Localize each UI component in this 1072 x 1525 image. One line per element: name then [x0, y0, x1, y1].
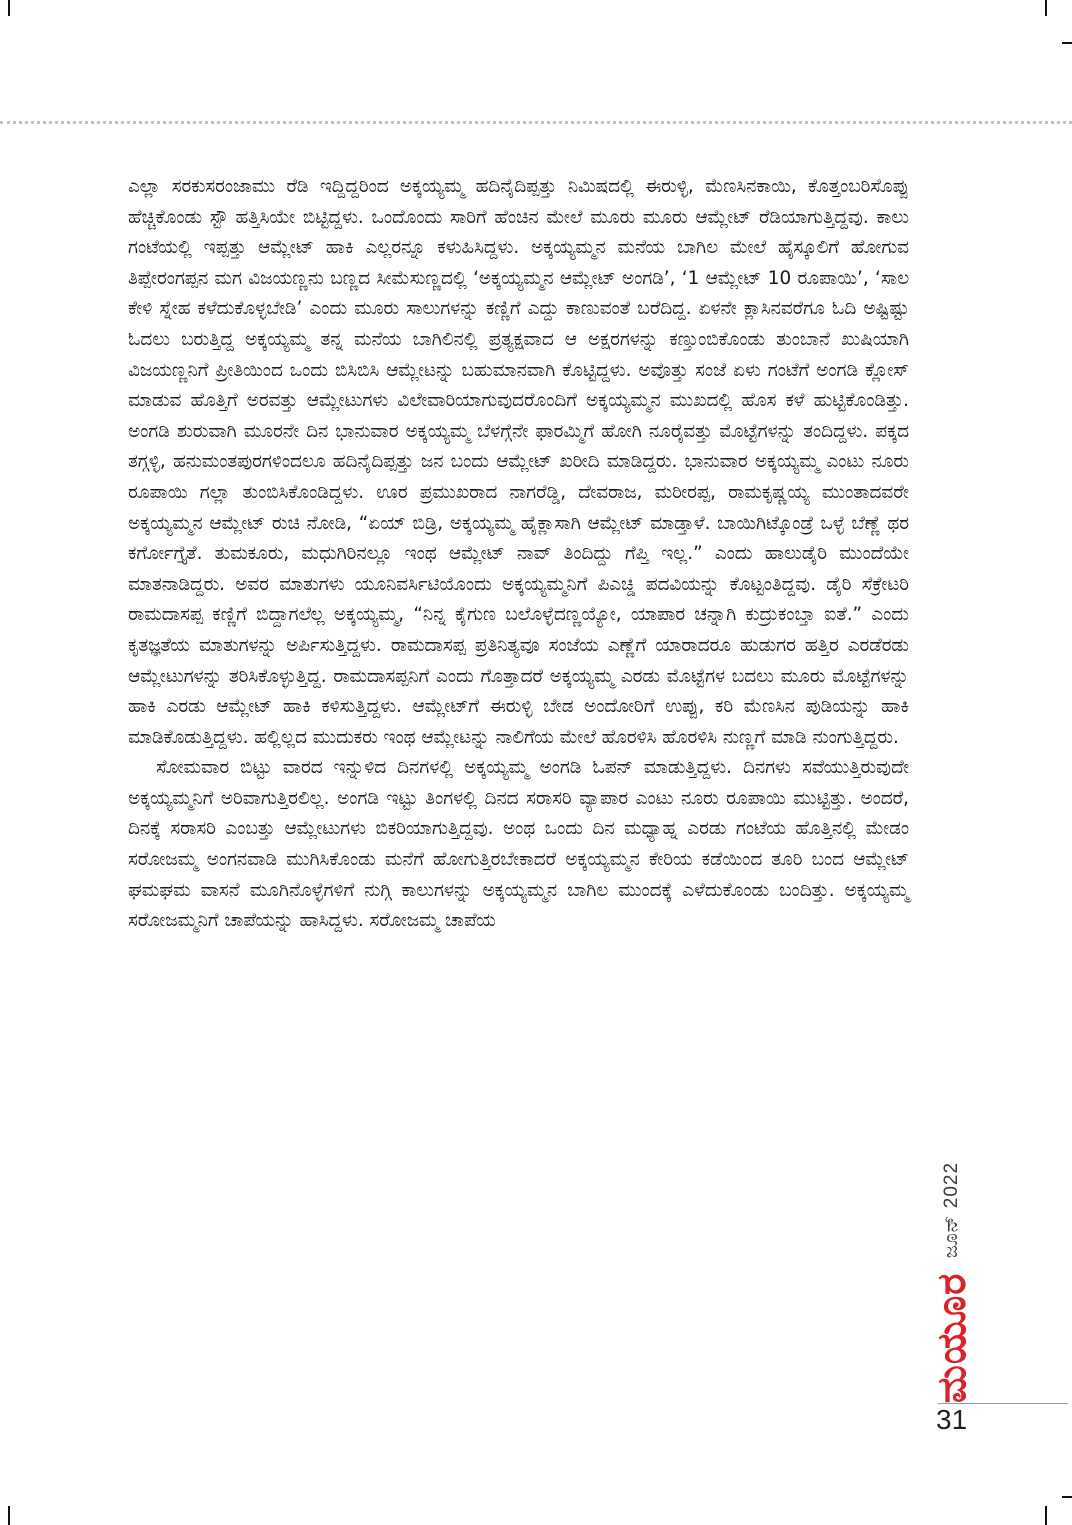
header-dotted-rule: [0, 121, 1072, 124]
crop-mark-top-left: [8, 0, 10, 16]
issue-date: ಜೂನ್ 2022: [941, 1161, 962, 1259]
article-paragraph-2: ಸೋಮವಾರ ಬಿಟ್ಟು ವಾರದ ಇನ್ನುಳಿದ ದಿನಗಳಲ್ಲಿ ಅಕ್ಕಯ್ಯಮ್ಮ ಅಂಗಡಿ ಓಪನ್ ಮಾಡುತ್ತಿದ್ದಳು. ದಿನಗಳು ಸವೆಯುತ್ತಿರುವುದೇ ಅಕ್ಕಯ್ಯಮ್ಮನಿಗೆ ಅರಿವಾಗುತ್ತಿರಲಿಲ್ಲ. ಅಂಗಡಿ ಇಟ್ಟು ತಿಂಗಳಲ್ಲಿ ದಿನದ ಸರಾಸರಿ ವ್ಯಾಪಾರ ಎಂಟು ನೂರು ರೂಪಾಯಿ ಮುಟ್ಟಿತ್ತು. ಅಂದರೆ, ದಿನಕ್ಕೆ ಸರಾಸರಿ ಎಂಬತ್ತು ಆಮ್ಲೇಟುಗಳು ಬಿಕರಿಯಾಗುತ್ತಿದ್ದವು. ಅಂಥ ಒಂದು ದಿನ ಮಧ್ಯಾಹ್ನ ಎರಡು ಗಂಟೆಯ ಹೊತ್ತಿನಲ್ಲಿ ಮೇಡಂ ಸರೋಜಮ್ಮ ಅಂಗನವಾಡಿ ಮುಗಿಸಿಕೊಂಡು ಮನೆಗೆ ಹೋಗುತ್ತಿರಬೇಕಾದರೆ ಅಕ್ಕಯ್ಯಮ್ಮನ ಕೇರಿಯ ಕಡೆಯಿಂದ ತೂರಿ ಬಂದ ಆಮ್ಲೇಟ್ ಘಮಘಮ ವಾಸನೆ ಮೂಗಿನೊಳ್ಳೆಗಳಿಗೆ ನುಗ್ಗಿ ಕಾಲುಗಳನ್ನು ಅಕ್ಕಯ್ಯಮ್ಮನ ಬಾಗಿಲ ಮುಂದಕ್ಕೆ ಎಳೆದುಕೊಂಡು ಬಂದಿತ್ತು. ಅಕ್ಕಯ್ಯಮ್ಮ ಸರೋಜಮ್ಮನಿಗೆ ಚಾಪೆಯನ್ನು ಹಾಸಿದ್ದಳು. ಸರೋಜಮ್ಮ ಚಾಪೆಯ: [128, 757, 909, 932]
article-paragraph-1: ಎಲ್ಲಾ ಸರಕುಸರಂಜಾಮು ರೆಡಿ ಇದ್ದಿದ್ದರಿಂದ ಅಕ್ಕಯ್ಯಮ್ಮ ಹದಿನೈದಿಪ್ಪತ್ತು ನಿಮಿಷದಲ್ಲಿ ಈರುಳ್ಳಿ, ಮೆಣಸಿನಕಾಯಿ, ಕೊತ್ತಂಬರಿಸೊಪ್ಪು ಹೆಚ್ಚಿಕೊಂಡು ಸ್ಟೌ ಹತ್ತಿಸಿಯೇ ಬಿಟ್ಟಿದ್ದಳು. ಒಂದೊಂದು ಸಾರಿಗೆ ಹೆಂಚಿನ ಮೇಲೆ ಮೂರು ಮೂರು ಆಮ್ಲೇಟ್ ರೆಡಿಯಾಗುತ್ತಿದ್ದವು. ಕಾಲು ಗಂಟೆಯಲ್ಲಿ ಇಪ್ಪತ್ತು ಆಮ್ಲೇಟ್ ಹಾಕಿ ಎಲ್ಲರನ್ನೂ ಕಳುಹಿಸಿದ್ದಳು. ಅಕ್ಕಯ್ಯಮ್ಮನ ಮನೆಯ ಬಾಗಿಲ ಮೇಲೆ ಹೈಸ್ಕೂಲಿಗೆ ಹೋಗುವ ತಿಪ್ಪೇರಂಗಪ್ಪನ ಮಗ ವಿಜಯಣ್ಣನು ಬಣ್ಣದ ಸೀಮೆಸುಣ್ಣದಲ್ಲಿ ‘ಅಕ್ಕಯ್ಯಮ್ಮನ ಆಮ್ಲೇಟ್ ಅಂಗಡಿ’, ‘1 ಆಮ್ಲೇಟ್ 10 ರೂಪಾಯಿ’, ‘ಸಾಲ ಕೇಳಿ ಸ್ನೇಹ ಕಳೆದುಕೊಳ್ಳಬೇಡಿ’ ಎಂದು ಮೂರು ಸಾಲುಗಳನ್ನು ಕಣ್ಣಿಗೆ ಎದ್ದು ಕಾಣುವಂತೆ ಬರೆದಿದ್ದ. ಏಳನೇ ಕ್ಲಾಸಿನವರೆಗೂ ಓದಿ ಅಷ್ಟಿಷ್ಟು ಓದಲು ಬರುತ್ತಿದ್ದ ಅಕ್ಕಯ್ಯಮ್ಮ ತನ್ನ ಮನೆಯ ಬಾಗಿಲಿನಲ್ಲಿ ಪ್ರತ್ಯಕ್ಷವಾದ ಆ ಅಕ್ಷರಗಳನ್ನು ಕಣ್ತುಂಬಿಕೊಂಡು ತುಂಬಾನೆ ಖುಷಿಯಾಗಿ ವಿಜಯಣ್ಣನಿಗೆ ಪ್ರೀತಿಯಿಂದ ಒಂದು ಬಿಸಿಬಿಸಿ ಆಮ್ಲೇಟನ್ನು ಬಹುಮಾನವಾಗಿ ಕೊಟ್ಟಿದ್ದಳು. ಅವೊತ್ತು ಸಂಜೆ ಏಳು ಗಂಟೆಗೆ ಅಂಗಡಿ ಕ್ಲೋಸ್ ಮಾಡುವ ಹೊತ್ತಿಗೆ ಅರವತ್ತು ಆಮ್ಲೇಟುಗಳು ವಿಲೇವಾರಿಯಾಗುವುದರೊಂದಿಗೆ ಅಕ್ಕಯ್ಯಮ್ಮನ ಮುಖದಲ್ಲಿ ಹೊಸ ಕಳೆ ಹುಟ್ಟಿಕೊಂಡಿತ್ತು. ಅಂಗಡಿ ಶುರುವಾಗಿ ಮೂರನೇ ದಿನ ಭಾನುವಾರ ಅಕ್ಕಯ್ಯಮ್ಮ ಬೆಳಗ್ಗೆನೇ ಫಾರಮ್ಮಿಗೆ ಹೋಗಿ ನೂರೈವತ್ತು ಮೊಟ್ಟೆಗಳನ್ನು ತಂದಿದ್ದಳು. ಪಕ್ಕದ ತಗ್ಗಳ್ಳಿ, ಹನುಮಂತಪುರಗಳಿಂದಲೂ ಹದಿನೈದಿಪ್ಪತ್ತು ಜನ ಬಂದು ಆಮ್ಲೇಟ್ ಖರೀದಿ ಮಾಡಿದ್ದರು. ಭಾನುವಾರ ಅಕ್ಕಯ್ಯಮ್ಮ ಎಂಟು ನೂರು ರೂಪಾಯಿ ಗಲ್ಲಾ ತುಂಬಿಸಿಕೊಂಡಿದ್ದಳು. ಊರ ಪ್ರಮುಖರಾದ ನಾಗರೆಡ್ಡಿ, ದೇವರಾಜ, ಮರೀರಪ್ಪ, ರಾಮಕೃಷ್ಣಯ್ಯ ಮುಂತಾದವರೇ ಅಕ್ಕಯ್ಯಮ್ಮನ ಆಮ್ಲೇಟ್ ರುಚಿ ನೋಡಿ, “ಏಯ್ ಬಿಡ್ರಿ, ಅಕ್ಕಯ್ಯಮ್ಮ ಹೈಕ್ಲಾಸಾಗಿ ಆಮ್ಲೇಟ್ ಮಾಡ್ತಾಳೆ. ಬಾಯಿಗಿಟ್ಕೊಂಡ್ರೆ ಒಳ್ಳೆ ಬೆಣ್ಣೆ ಥರ ಕರ್ಗೋಗ್ತೈತೆ. ತುಮಕೂರು, ಮಧುಗಿರಿನಲ್ಲೂ ಇಂಥ ಆಮ್ಲೇಟ್ ನಾವ್ ತಿಂದಿದ್ದು ಗೆಪ್ತಿ ಇಲ್ಲ.” ಎಂದು ಹಾಲುಡೈರಿ ಮುಂದೆಯೇ ಮಾತನಾಡಿದ್ದರು. ಅವರ ಮಾತುಗಳು ಯೂನಿವರ್ಸಿಟಿಯೊಂದು ಅಕ್ಕಯ್ಯಮ್ಮನಿಗೆ ಪಿಎಚ್ಡಿ ಪದವಿಯನ್ನು ಕೊಟ್ಟಂತಿದ್ದವು. ಡೈರಿ ಸೆಕ್ರೇಟರಿ ರಾಮದಾಸಪ್ಪ ಕಣ್ಣಿಗೆ ಬಿದ್ದಾಗಲೆಲ್ಲ ಅಕ್ಕಯ್ಯಮ್ಮ, “ನಿನ್ನ ಕೈಗುಣ ಬಲೊಳ್ಳೆದಣ್ಣಯ್ಯೋ, ಯಾಪಾರ ಚನ್ನಾಗಿ ಕುದ್ರುಕಂಬ್ತಾ ಐತೆ.” ಎಂದು ಕೃತಜ್ಞತೆಯ ಮಾತುಗಳನ್ನು ಅರ್ಪಿಸುತ್ತಿದ್ದಳು. ರಾಮದಾಸಪ್ಪ ಪ್ರತಿನಿತ್ಯವೂ ಸಂಜೆಯ ಎಣ್ಣೆಗೆ ಯಾರಾದರೂ ಹುಡುಗರ ಹತ್ತಿರ ಎರಡೆರಡು ಆಮ್ಲೇಟುಗಳನ್ನು ತರಿಸಿಕೊಳ್ಳುತ್ತಿದ್ದ. ರಾಮದಾಸಪ್ಪನಿಗೆ ಎಂದು ಗೊತ್ತಾದರೆ ಅಕ್ಕಯ್ಯಮ್ಮ ಎರಡು ಮೊಟ್ಟೆಗಳ ಬದಲು ಮೂರು ಮೊಟ್ಟೆಗಳನ್ನು ಹಾಕಿ ಎರಡು ಆಮ್ಲೇಟ್ ಹಾಕಿ ಕಳಿಸುತ್ತಿದ್ದಳು. ಆಮ್ಲೇಟ್‌ಗೆ ಈರುಳ್ಳಿ ಬೇಡ ಅಂದೋರಿಗೆ ಉಪ್ಪು, ಕರಿ ಮೆಣಸಿನ ಪುಡಿಯನ್ನು ಹಾಕಿ ಮಾಡಿಕೊಡುತ್ತಿದ್ದಳು. ಹಲ್ಲಿಲ್ಲದ ಮುದುಕರು ಇಂಥ ಆಮ್ಲೇಟನ್ನು ನಾಲಿಗೆಯ ಮೇಲೆ ಹೊರಳಿಸಿ ಹೊರಳಿಸಿ ನುಣ್ಣಗೆ ಮಾಡಿ ನುಂಗುತ್ತಿದ್ದರು.: [128, 176, 909, 748]
side-margin-branding: [920, 1100, 984, 1410]
page-number: 31: [936, 1404, 968, 1435]
magazine-logo: ಮಯೂರ: [929, 1272, 975, 1404]
crop-mark-bottom-right: [1045, 1506, 1047, 1525]
article-body: [128, 172, 909, 937]
crop-mark-bottom-left: [8, 1506, 10, 1525]
crop-mark-bottom-right-horizontal: [1062, 1496, 1072, 1498]
crop-mark-top-right-horizontal: [1062, 42, 1072, 44]
crop-mark-top-right: [1045, 0, 1047, 16]
